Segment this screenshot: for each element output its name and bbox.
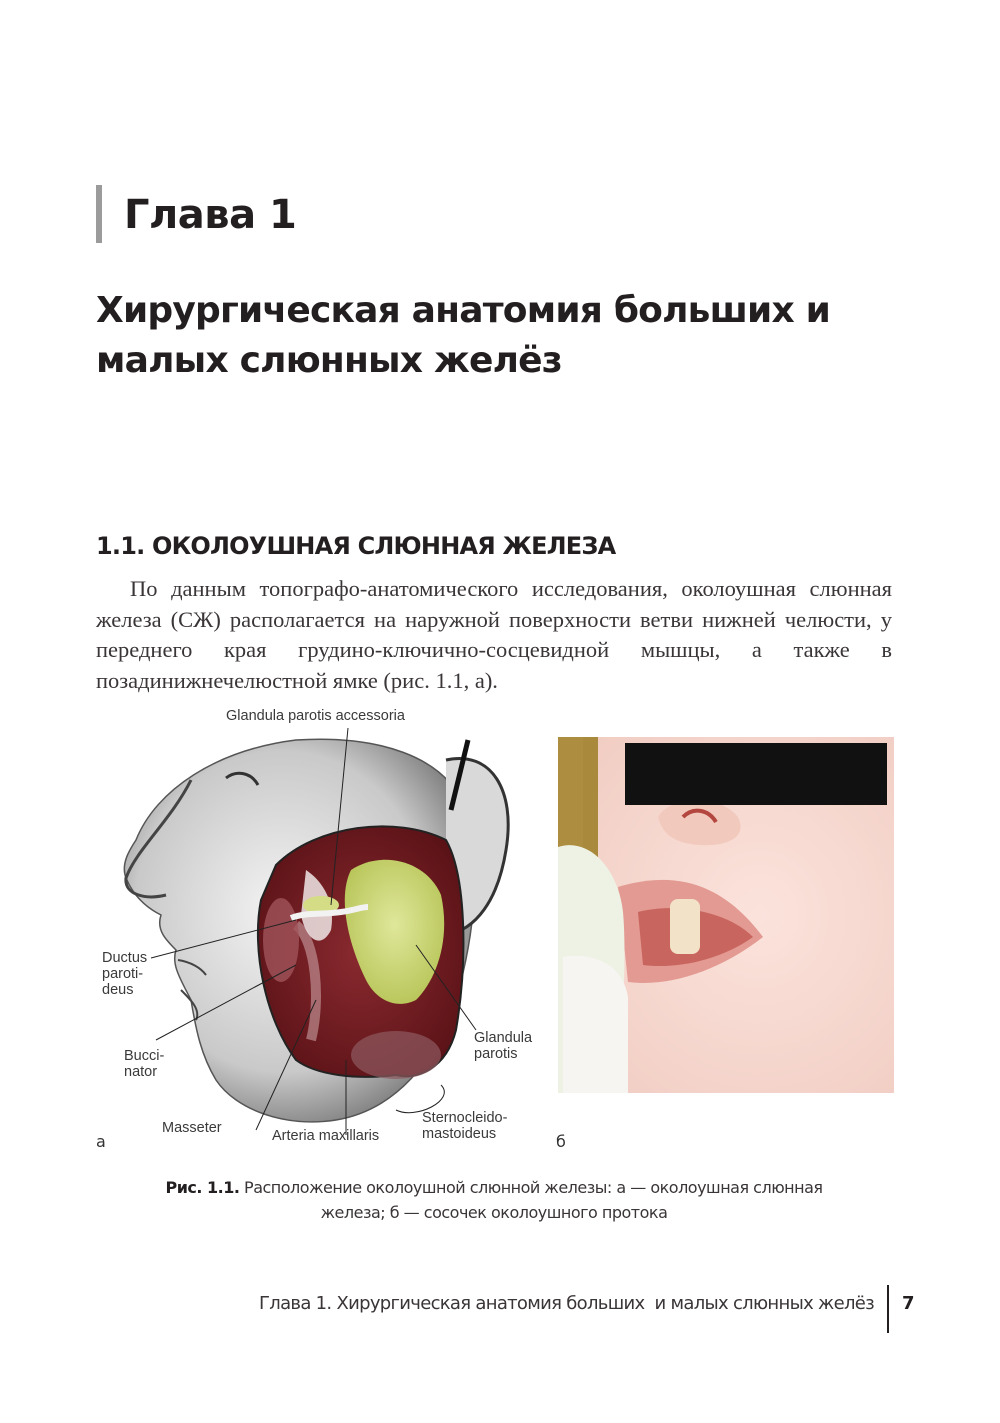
- body-paragraph: [96, 574, 892, 696]
- label-sternocleidomastoideus: Sternocleido- mastoideus: [422, 1110, 508, 1142]
- label-masseter: Masseter: [162, 1120, 222, 1136]
- label-buccinator: Bucci- nator: [124, 1048, 165, 1080]
- chapter-title: Хирургическая анатомия больших и малых слюнных желёз: [96, 290, 831, 381]
- parotid-anatomy-illustration: [96, 700, 546, 1150]
- caption-prefix: Рис. 1.1.: [165, 1178, 240, 1197]
- label-ductus-parotideus: Ductus paroti- deus: [102, 950, 148, 998]
- paragraph-text: По данным топографо-анатомического исследования, околоушная слюнная железа (СЖ) располагается на наружной поверхности ветви нижней челюсти, у переднего края грудино-ключично-сосцевидной мышцы, а также в позадинижнечелюстной ямке (рис. 1.1, а).: [96, 576, 892, 693]
- section-heading: 1.1. ОКОЛОУШНАЯ СЛЮННАЯ ЖЕЛЕЗА: [96, 532, 616, 560]
- page-number: 7: [902, 1293, 915, 1314]
- caption-text-line2: железа; б — сосочек околоушного протока: [320, 1203, 668, 1222]
- chapter-accent-bar: [96, 185, 102, 243]
- figure-panel-a-illustration: [96, 700, 546, 1150]
- figure-panel-b-photo: [558, 737, 894, 1093]
- panel-letter-a: а: [96, 1132, 106, 1151]
- chapter-label: Глава 1: [124, 192, 297, 238]
- footer-divider: [887, 1285, 889, 1333]
- figure-caption: [96, 1175, 892, 1225]
- label-glandula-parotis: Glandula parotis: [474, 1030, 533, 1062]
- clinical-photo: [558, 737, 894, 1093]
- caption-text-line1: Расположение околоушной слюнной железы: а — околоушная слюнная: [239, 1178, 823, 1197]
- label-glandula-parotis-accessoria: Glandula parotis accessoria: [226, 708, 405, 724]
- label-arteria-maxillaris: Arteria maxillaris: [272, 1128, 380, 1144]
- running-footer-title: Глава 1. Хирургическая анатомия больших и малых слюнных желёз: [259, 1293, 874, 1314]
- panel-letter-b: б: [556, 1132, 566, 1151]
